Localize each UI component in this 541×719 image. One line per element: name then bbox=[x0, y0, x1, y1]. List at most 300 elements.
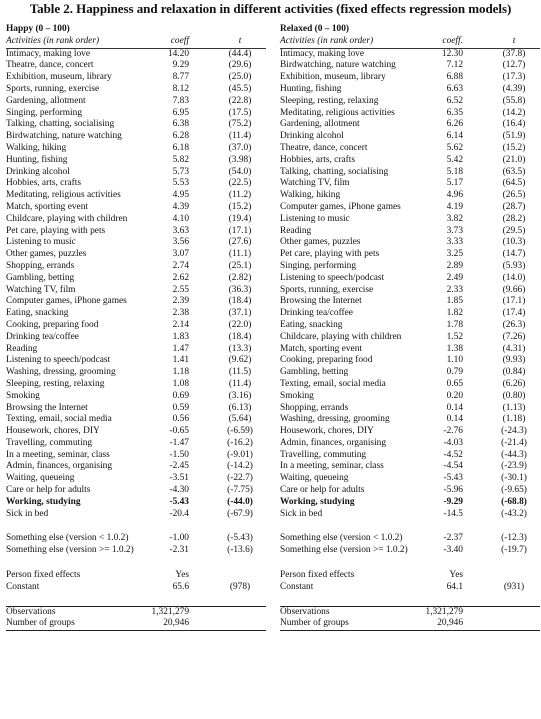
table-row bbox=[6, 367, 266, 379]
table-row bbox=[6, 296, 266, 308]
coef-value: 5.62 bbox=[446, 142, 463, 153]
t-value: (-24.3) bbox=[501, 426, 527, 437]
panel-relaxed bbox=[280, 24, 540, 631]
activity-label: Pet care, playing with pets bbox=[6, 225, 106, 236]
activity-label: Travelling, commuting bbox=[280, 449, 367, 460]
t-value: (17.1) bbox=[502, 296, 526, 307]
coef-value: -2.76 bbox=[443, 426, 463, 437]
t-value: (9.66) bbox=[502, 284, 526, 295]
activity-label: Activities (in rank order) bbox=[280, 35, 374, 46]
t-value: (25.1) bbox=[228, 260, 252, 271]
t-value: (63.5) bbox=[502, 166, 526, 177]
table-row bbox=[280, 403, 540, 415]
coef-value: 8.77 bbox=[172, 72, 189, 83]
table-row bbox=[6, 190, 266, 202]
table-row bbox=[280, 344, 540, 356]
groups-row bbox=[280, 618, 540, 630]
column-header-row bbox=[6, 36, 266, 48]
table-row bbox=[280, 167, 540, 179]
table-row bbox=[6, 167, 266, 179]
t-value: (-43.2) bbox=[501, 508, 527, 519]
table-row bbox=[6, 108, 266, 120]
t-value: (11.4) bbox=[228, 131, 252, 142]
t-value: (0.84) bbox=[502, 367, 526, 378]
t-value: (45.5) bbox=[228, 83, 252, 94]
t-value: (-22.7) bbox=[227, 473, 253, 484]
panel-happy bbox=[6, 24, 266, 631]
t-value: (37.1) bbox=[228, 308, 252, 319]
coef-value: 20,946 bbox=[437, 618, 463, 629]
table-row bbox=[280, 273, 540, 285]
table-row bbox=[6, 497, 266, 509]
coef-value: 6.28 bbox=[172, 131, 189, 142]
activity-label: Meditating, religious activities bbox=[6, 190, 121, 201]
coef-value: 7.12 bbox=[446, 60, 463, 71]
t-value: (17.1) bbox=[228, 225, 252, 236]
table-row bbox=[6, 72, 266, 84]
activity-label: Walking, hiking bbox=[280, 190, 341, 201]
coef-value: 1.85 bbox=[446, 296, 463, 307]
t-value: (-23.9) bbox=[501, 461, 527, 472]
activity-label: Observations bbox=[280, 606, 330, 617]
t-value: (12.7) bbox=[502, 60, 526, 71]
activity-label: Hobbies, arts, crafts bbox=[280, 154, 355, 165]
coef-value: -20.4 bbox=[169, 508, 189, 519]
table-row bbox=[280, 49, 540, 61]
coef-value: coeff bbox=[170, 35, 189, 46]
activity-label: Person fixed effects bbox=[6, 570, 81, 581]
coef-value: -2.37 bbox=[443, 533, 463, 544]
table-row bbox=[280, 461, 540, 473]
table-row bbox=[6, 414, 266, 426]
activity-label: Watching TV, film bbox=[280, 178, 350, 189]
table-row bbox=[280, 296, 540, 308]
t-value: (64.5) bbox=[502, 178, 526, 189]
activity-label: Gambling, betting bbox=[280, 367, 349, 378]
activity-label: Watching TV, film bbox=[6, 284, 76, 295]
something-else-row bbox=[6, 545, 266, 557]
activity-label: Sports, running, exercise bbox=[6, 83, 100, 94]
t-value: (27.6) bbox=[228, 237, 252, 248]
t-value: t bbox=[512, 35, 516, 46]
table-row bbox=[280, 108, 540, 120]
table-row bbox=[6, 285, 266, 297]
t-value: (25.0) bbox=[228, 72, 252, 83]
table-row bbox=[280, 426, 540, 438]
activity-label: Working, studying bbox=[280, 496, 355, 507]
t-value: (-44.3) bbox=[501, 449, 527, 460]
coef-value: 1.82 bbox=[446, 308, 463, 319]
column-header-row bbox=[280, 36, 540, 48]
table-rule bbox=[280, 630, 540, 631]
table-row bbox=[6, 509, 266, 521]
t-value: (931) bbox=[503, 581, 525, 592]
coef-value: 0.14 bbox=[446, 402, 463, 413]
activity-label: Shopping, errands bbox=[6, 260, 75, 271]
t-value: (4.31) bbox=[502, 343, 526, 354]
t-value: (14.0) bbox=[502, 272, 526, 283]
table-row bbox=[280, 190, 540, 202]
activity-label: Something else (version < 1.0.2) bbox=[6, 533, 129, 544]
activity-label: Care or help for adults bbox=[6, 485, 91, 496]
activity-label: Eating, snacking bbox=[6, 308, 69, 319]
activity-label: Constant bbox=[6, 581, 40, 592]
table-row bbox=[280, 178, 540, 190]
coef-value: 8.12 bbox=[172, 83, 189, 94]
table-row bbox=[280, 261, 540, 273]
table-row bbox=[6, 438, 266, 450]
t-value: (1.13) bbox=[502, 402, 526, 413]
activity-label: In a meeting, seminar, class bbox=[280, 461, 384, 472]
table-row bbox=[6, 261, 266, 273]
table-row bbox=[280, 285, 540, 297]
t-value: (29.5) bbox=[502, 225, 526, 236]
coef-value: 4.95 bbox=[172, 190, 189, 201]
t-value: (16.4) bbox=[502, 119, 526, 130]
table-row bbox=[6, 273, 266, 285]
activity-label: Hunting, fishing bbox=[6, 154, 68, 165]
activity-label: Sleeping, resting, relaxing bbox=[280, 95, 379, 106]
t-value: (17.4) bbox=[502, 308, 526, 319]
fixed-effects-row bbox=[6, 570, 266, 582]
table-row bbox=[280, 119, 540, 131]
table-row bbox=[280, 155, 540, 167]
table-row bbox=[280, 308, 540, 320]
table-row bbox=[280, 332, 540, 344]
t-value: (-7.75) bbox=[227, 485, 253, 496]
t-value: (2.82) bbox=[228, 272, 252, 283]
activity-label: Number of groups bbox=[280, 618, 349, 629]
coef-value: 2.49 bbox=[446, 272, 463, 283]
t-value: (5.64) bbox=[228, 414, 252, 425]
activity-label: Washing, dressing, grooming bbox=[6, 367, 116, 378]
fixed-effects-row bbox=[280, 570, 540, 582]
coef-value: -5.43 bbox=[443, 473, 463, 484]
coef-value: 6.88 bbox=[446, 72, 463, 83]
observations-row bbox=[280, 607, 540, 619]
coef-value: 5.42 bbox=[446, 154, 463, 165]
activity-label: Theatre, dance, concert bbox=[280, 142, 368, 153]
t-value: (18.4) bbox=[228, 296, 252, 307]
activity-label: Browsing the Internet bbox=[280, 296, 362, 307]
t-value: (22.8) bbox=[228, 95, 252, 106]
activity-label: Observations bbox=[6, 606, 56, 617]
table-row bbox=[280, 509, 540, 521]
coef-value: 1.47 bbox=[172, 343, 189, 354]
table-row bbox=[6, 355, 266, 367]
table-row bbox=[280, 438, 540, 450]
table-row bbox=[6, 332, 266, 344]
activity-label: Working, studying bbox=[6, 496, 81, 507]
activity-label: Washing, dressing, grooming bbox=[280, 414, 390, 425]
coef-value: 6.26 bbox=[446, 119, 463, 130]
table-row bbox=[6, 391, 266, 403]
activity-label: Birdwatching, nature watching bbox=[6, 131, 122, 142]
activity-label: Meditating, religious activities bbox=[280, 107, 395, 118]
coef-value: 14.20 bbox=[167, 48, 189, 59]
coef-value: 6.95 bbox=[172, 107, 189, 118]
t-value: (26.5) bbox=[502, 190, 526, 201]
coef-value: 4.10 bbox=[172, 213, 189, 224]
t-value: (37.0) bbox=[228, 142, 252, 153]
row-gap bbox=[6, 557, 266, 570]
coef-value: 6.52 bbox=[446, 95, 463, 106]
coef-value: 6.38 bbox=[172, 119, 189, 130]
coef-value: 0.79 bbox=[446, 367, 463, 378]
table-row bbox=[6, 178, 266, 190]
activity-label: Number of groups bbox=[6, 618, 75, 629]
activity-label: Exhibition, museum, library bbox=[6, 72, 112, 83]
table-row bbox=[6, 461, 266, 473]
table-row bbox=[280, 60, 540, 72]
coef-value: -14.5 bbox=[443, 508, 463, 519]
t-value: (22.0) bbox=[228, 319, 252, 330]
t-value: (1.18) bbox=[502, 414, 526, 425]
table-row bbox=[280, 237, 540, 249]
coef-value: 2.38 bbox=[172, 308, 189, 319]
activity-label: Relaxed (0 – 100) bbox=[280, 24, 349, 34]
coef-value: -1.00 bbox=[169, 533, 189, 544]
coef-value: 3.82 bbox=[446, 213, 463, 224]
t-value: (3.98) bbox=[228, 154, 252, 165]
activity-label: Intimacy, making love bbox=[280, 48, 365, 59]
activity-label: Talking, chatting, socialising bbox=[6, 119, 115, 130]
activity-label: Sick in bed bbox=[6, 508, 49, 519]
table-row bbox=[280, 320, 540, 332]
coef-value: 5.18 bbox=[446, 166, 463, 177]
coef-value: 12.30 bbox=[441, 48, 463, 59]
activity-label: Intimacy, making love bbox=[6, 48, 91, 59]
coef-value: 6.35 bbox=[446, 107, 463, 118]
table-row bbox=[280, 367, 540, 379]
t-value: (11.5) bbox=[228, 367, 252, 378]
t-value: (26.3) bbox=[502, 319, 526, 330]
coef-value: -9.29 bbox=[443, 496, 463, 507]
t-value: (9.93) bbox=[502, 355, 526, 366]
t-value: (-30.1) bbox=[501, 473, 527, 484]
table-row bbox=[280, 450, 540, 462]
activity-label: Birdwatching, nature watching bbox=[280, 60, 396, 71]
activity-label: Texting, email, social media bbox=[6, 414, 112, 425]
t-value: (-9.65) bbox=[501, 485, 527, 496]
table-row bbox=[280, 379, 540, 391]
activity-label: Other games, puzzles bbox=[280, 237, 361, 248]
coef-value: 2.89 bbox=[446, 260, 463, 271]
coef-value: Yes bbox=[175, 570, 189, 581]
t-value: (14.2) bbox=[502, 107, 526, 118]
t-value: (-68.8) bbox=[501, 496, 527, 507]
activity-label: Waiting, queueing bbox=[280, 473, 349, 484]
activity-label: Hobbies, arts, crafts bbox=[6, 178, 81, 189]
table-row bbox=[280, 414, 540, 426]
activity-label: Admin, finances, organising bbox=[280, 437, 387, 448]
coef-value: 2.14 bbox=[172, 319, 189, 330]
coef-value: 0.69 bbox=[172, 390, 189, 401]
t-value: (28.2) bbox=[502, 213, 526, 224]
coef-value: 0.59 bbox=[172, 402, 189, 413]
activity-label: Housework, chores, DIY bbox=[280, 426, 374, 437]
activity-label: Sleeping, resting, relaxing bbox=[6, 378, 105, 389]
t-value: t bbox=[238, 35, 242, 46]
activity-label: Hunting, fishing bbox=[280, 83, 342, 94]
coef-value: 65.6 bbox=[172, 581, 189, 592]
table-row bbox=[280, 84, 540, 96]
t-value: (17.5) bbox=[228, 107, 252, 118]
coef-value: -0.65 bbox=[169, 426, 189, 437]
table-row bbox=[6, 49, 266, 61]
coef-value: 2.33 bbox=[446, 284, 463, 295]
t-value: (36.3) bbox=[228, 284, 252, 295]
t-value: (-13.6) bbox=[227, 545, 253, 556]
t-value: (9.62) bbox=[228, 355, 252, 366]
coef-value: 3.25 bbox=[446, 249, 463, 260]
coef-value: 5.82 bbox=[172, 154, 189, 165]
coef-value: 1.08 bbox=[172, 378, 189, 389]
coef-value: -4.54 bbox=[443, 461, 463, 472]
coef-value: 3.63 bbox=[172, 225, 189, 236]
coef-value: 1.38 bbox=[446, 343, 463, 354]
table-row bbox=[280, 143, 540, 155]
t-value: (11.2) bbox=[228, 190, 252, 201]
t-value: (28.7) bbox=[502, 201, 526, 212]
t-value: (29.6) bbox=[228, 60, 252, 71]
coef-value: 1.78 bbox=[446, 319, 463, 330]
t-value: (44.4) bbox=[228, 48, 252, 59]
table-row bbox=[280, 485, 540, 497]
table-row bbox=[280, 391, 540, 403]
activity-label: Drinking alcohol bbox=[6, 166, 70, 177]
activity-label: Housework, chores, DIY bbox=[6, 426, 100, 437]
activity-label: Smoking bbox=[6, 390, 40, 401]
coef-value: 2.74 bbox=[172, 260, 189, 271]
t-value: (6.26) bbox=[502, 378, 526, 389]
row-gap bbox=[6, 520, 266, 533]
t-value: (-5.43) bbox=[227, 533, 253, 544]
activity-label: Match, sporting event bbox=[280, 343, 363, 354]
coef-value: 0.65 bbox=[446, 378, 463, 389]
t-value: (3.16) bbox=[228, 390, 252, 401]
activity-label: Something else (version < 1.0.2) bbox=[280, 533, 403, 544]
activity-label: Cooking, preparing food bbox=[280, 355, 373, 366]
activity-label: Sports, running, exercise bbox=[280, 284, 374, 295]
coef-value: 2.55 bbox=[172, 284, 189, 295]
activity-label: Activities (in rank order) bbox=[6, 35, 100, 46]
table-row bbox=[6, 214, 266, 226]
activity-label: Reading bbox=[6, 343, 38, 354]
coef-value: 5.73 bbox=[172, 166, 189, 177]
t-value: (11.4) bbox=[228, 378, 252, 389]
coef-value: 2.39 bbox=[172, 296, 189, 307]
coef-value: 1.52 bbox=[446, 331, 463, 342]
table-row bbox=[280, 497, 540, 509]
t-value: (0.80) bbox=[502, 390, 526, 401]
table-row bbox=[280, 72, 540, 84]
activity-label: Talking, chatting, socialising bbox=[280, 166, 389, 177]
t-value: (37.8) bbox=[502, 48, 526, 59]
table-row bbox=[6, 450, 266, 462]
t-value: (-19.7) bbox=[501, 545, 527, 556]
panel-heading bbox=[6, 24, 266, 36]
t-value: (-12.3) bbox=[501, 533, 527, 544]
coef-value: -3.51 bbox=[169, 473, 189, 484]
activity-label: Eating, snacking bbox=[280, 319, 343, 330]
activity-label: Waiting, queueing bbox=[6, 473, 75, 484]
coef-value: -5.96 bbox=[443, 485, 463, 496]
coef-value: 0.14 bbox=[446, 414, 463, 425]
coef-value: 0.20 bbox=[446, 390, 463, 401]
activity-label: Match, sporting event bbox=[6, 201, 89, 212]
t-value: (15.2) bbox=[228, 201, 252, 212]
coef-value: -4.03 bbox=[443, 437, 463, 448]
coef-value: 7.83 bbox=[172, 95, 189, 106]
table-row bbox=[6, 143, 266, 155]
activity-label: Singing, performing bbox=[280, 260, 357, 271]
table-row bbox=[280, 249, 540, 261]
table-row bbox=[280, 226, 540, 238]
activity-label: Admin, finances, organising bbox=[6, 461, 113, 472]
table-row bbox=[6, 403, 266, 415]
activity-label: Computer games, iPhone games bbox=[6, 296, 127, 307]
coef-value: 5.53 bbox=[172, 178, 189, 189]
table-row bbox=[6, 485, 266, 497]
table-row bbox=[6, 84, 266, 96]
table-row bbox=[280, 355, 540, 367]
table-row bbox=[6, 226, 266, 238]
t-value: (6.13) bbox=[228, 402, 252, 413]
activity-label: Texting, email, social media bbox=[280, 378, 386, 389]
activity-label: Sick in bed bbox=[280, 508, 323, 519]
coef-value: 64.1 bbox=[446, 581, 463, 592]
table-row bbox=[6, 426, 266, 438]
activity-label: Gardening, allotment bbox=[280, 119, 360, 130]
coef-value: 9.29 bbox=[172, 60, 189, 71]
observations-row bbox=[6, 607, 266, 619]
table-row bbox=[6, 249, 266, 261]
t-value: (22.5) bbox=[228, 178, 252, 189]
coef-value: -1.50 bbox=[169, 449, 189, 460]
table-row bbox=[6, 320, 266, 332]
coef-value: -1.47 bbox=[169, 437, 189, 448]
row-gap bbox=[280, 557, 540, 570]
coef-value: -3.40 bbox=[443, 545, 463, 556]
t-value: (21.0) bbox=[502, 154, 526, 165]
activity-label: Gambling, betting bbox=[6, 272, 75, 283]
t-value: (-21.4) bbox=[501, 437, 527, 448]
coef-value: 1.10 bbox=[446, 355, 463, 366]
t-value: (51.9) bbox=[502, 131, 526, 142]
activity-label: Listening to speech/podcast bbox=[6, 355, 111, 366]
something-else-row bbox=[6, 533, 266, 545]
t-value: (-44.0) bbox=[227, 496, 253, 507]
coef-value: 1,321,279 bbox=[151, 606, 189, 617]
activity-label: Listening to music bbox=[6, 237, 76, 248]
table-row bbox=[6, 202, 266, 214]
activity-label: Other games, puzzles bbox=[6, 249, 87, 260]
table-row bbox=[6, 119, 266, 131]
coef-value: -5.43 bbox=[169, 496, 189, 507]
t-value: (19.4) bbox=[228, 213, 252, 224]
activity-label: Exhibition, museum, library bbox=[280, 72, 386, 83]
coef-value: 6.63 bbox=[446, 83, 463, 94]
activity-label: Happy (0 – 100) bbox=[6, 24, 70, 34]
activity-label: Person fixed effects bbox=[280, 570, 355, 581]
coef-value: Yes bbox=[449, 570, 463, 581]
coef-value: 4.39 bbox=[172, 201, 189, 212]
activity-label: Pet care, playing with pets bbox=[280, 249, 380, 260]
coef-value: 3.33 bbox=[446, 237, 463, 248]
coef-value: -2.45 bbox=[169, 461, 189, 472]
panel-heading bbox=[280, 24, 540, 36]
